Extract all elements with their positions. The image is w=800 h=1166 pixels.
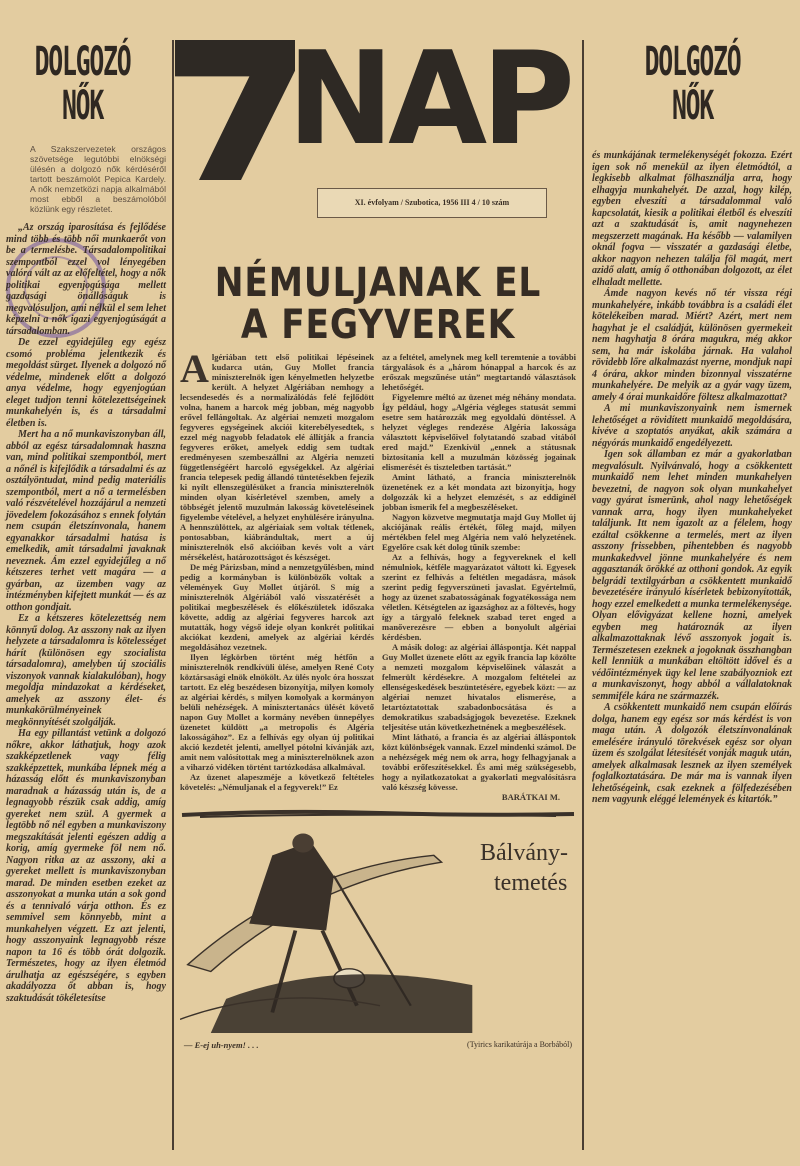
cartoon-illustration <box>180 828 480 1033</box>
paragraph: A csökkentett munkaidő nem csupán előírás dolga, hanem egy egész sor más kérdést is von maga után. A dolgozók életszínvonalának emelésére irányuló törekvések egész sor olyan üzem és szolgálat létesítését vonják maguk után, amelyek alkalmasak lesznek az ilyen személyek foglalkoztatására. De már ma is vannak ilyen lehetőségeink, csak ezeknek a fölfedezésében nem vagyunk eléggé lelemények és kitartók.” <box>592 702 792 805</box>
brush-divider <box>180 808 576 820</box>
paragraph: Nagyon közvetve megmutatja majd Guy Mollet új akciójának reális értékét, főleg majd, milyen mértékben felel meg Algéria nem való helyzetének. Egyelőre csak két dolog tűnik szembe: <box>382 512 576 552</box>
paragraph: Ilyen légkörben történt még hétfőn a miniszterelnök rendkívüli ülése, amelyen René Coty köztársasági elnök elnökölt. Az ülés nyolc óra hosszat tartott. Ez elég beszédesen bizonyítja, milyen komoly az algériai kérdés, s milyen komolyak a kormányon belüli nehézségek. A minisztertanács ülését követő napon Guy Mollet a kormány nevében ünnepélyes üzenetet küldött „a metropolis és Algéria lakosságához”. Ez a felhívás egy olyan új politikai akció kezdetét jelenti, amellyel pótolni kívánják azt, amit nem valósítottak meg a miniszterelnöknek azon a viharzó vidéken történt tartózkodása alkalmával. <box>180 652 374 772</box>
left-column-article <box>6 222 166 1004</box>
column-divider-right <box>582 40 584 1150</box>
left-column-intro: A Szakszervezetek országos szövetsége legutóbbi elnökségi ülésén a dolgozó nők kérdéséről tartott beszámolót Pepica Kardely. A nők nemzetközi napja alkalmából most ebből a beszámolóból közlünk egy részletet. <box>30 144 166 214</box>
article-column-2 <box>382 352 576 802</box>
cartoon-title <box>480 838 568 898</box>
right-column-article <box>592 150 792 806</box>
paragraph: Ámde nagyon kevés nő tér vissza régi munkahelyére, inkább továbbra is a családi élet kötelékeiben marad. Miért? Azért, mert nem hagyhat je el családját, különösen gyermekeit nem hagyhatja 8 órára magukra, még akkor sem, ha már iskolába járnak. Ha valahol rövidebb lőre alkalmazást nyerne, mondjuk napi 4 órára, akkor minden bizonnyal visszatérne munkahelyére. De melyik az a gyár vagy üzem, amely 4 órai munkaidőre föltesz alkalmazottat? <box>592 288 792 403</box>
paragraph: Ez a kétszeres kötelezettség nem könnyű dolog. Az asszony nak az ilyen helyzete a társadalomra is kötelességet hárít (különösen egy szocialista társadalomra), amelyben új szociális viszonyok vannak kialakulóban), hogy megoldja mindazokat a kérdéseket, amelyek az asszony élet- és munkakörülményeinek megkönnyítését szolgálják. <box>6 613 166 728</box>
paragraph: A másik dolog: az algériai álláspontja. Két nappal Guy Mollet üzenete előtt az egyik francia lap közölte a nemzeti mozgalom képviselőinek válaszát a felmerült kérdésekre. A mozgalom feltételei az ellenségeskedések beszüntetésére, egyebek közt: — az algériai nemzet hivatalos elismerése, a letartóztatottak szabadonbocsátása és a demokratikus szabadságjogok bevezetése. Ezeknek teljesítése után következhetnének a megbeszélések. <box>382 642 576 732</box>
headline <box>206 262 550 346</box>
column-divider-left <box>172 40 174 1150</box>
paragraph: Az a felhívás, hogy a fegyvereknek el kell némulniok, kétféle magyarázatot váltott ki. Egyesek szerint ez felhívás a feltétlen megadásra, mások szerint pedig fegyverszüneti javaslat. Egyértelmű, hogy az üzenet szabatosságának fogyatékossága nem véletlen. Kétségtelen az igazsághoz az a föltevés, hogy így a tárgyaló feleknek szabad teret enged a manőverezésre — ebben a bonyolult algériai kérdésben. <box>382 552 576 642</box>
masthead-logo-seven <box>175 40 295 180</box>
issue-info: XI. évfolyam / Szubotica, 1956 III 4 / 10 szám <box>317 188 547 218</box>
article-body <box>180 346 576 802</box>
paragraph: az a feltétel, amelynek meg kell teremtenie a további tárgyalások és a „három hónappal a harcok és az erőszak megszűnése után” megtartandó választások lehetőségét. <box>382 352 576 392</box>
right-column-heading: DOLGOZÓ NŐK <box>644 39 741 129</box>
paragraph: Ha egy pillantást vetünk a dolgozó nőkre, akkor láthatjuk, hogy azok szakképzetlenek vagy félig szakképzettek, munkába lépnek még a házasság előtt és munkaviszonyban maradnak a házasság után is, de a legnagyobb részük csak addig, amíg gyereket nem szül. A gyermek a legtöbb nő nél egyben a munkaviszony megszakítását jelenti egészen addig a korig, amíg gyermeke föl nem nő. Nagyon ritka az az asszony, aki a gyereket mellett is munkaviszonyban marad. De minden esetben ezeket az asszonyokat a munka után a sok gond és a tennivaló várja otthon. És ez semmivel sem könnyebb, mint a munkahelyen végzett. Ez azt jelenti, hogy asszonyaink legnagyobb része napon ta 16 és több órát dolgozik. Természetes, hogy az ilyen életmód árulhatja az egészségére, s egyben akadályozza őt abban is, hogy szaktudását tökéletesítse <box>6 728 166 1004</box>
cartoon-caption: — E-ej uh-nyem! . . . <box>184 1040 259 1050</box>
center-section <box>180 346 576 1058</box>
cartoon-title-line-2: temetés <box>494 870 568 896</box>
masthead <box>175 25 575 220</box>
paragraph: Mert ha a nő munkaviszonyban áll, abból az egész társadalomnak haszna van, mind politikai szempontból, mert a nőnél is kifejlődik a társadalmi és az osztályöntudat, mind pedig materiális szempontból, mert a nő a termelésben való részvételével hozzájárul a nemzeti jövedelem fokozásához s ennek folytán nem csupán életszínvonala, hanem egyanakkor társadalmi hatása is emelkedik, amit társadalmi javaknak neveznek. Ám ezzel egyidejűleg a nő kétszeres terhet vett magára — a gyárban, az üzemben vagy az intézményben kifejtett munkát — és az otthon gondjait. <box>6 429 166 613</box>
paragraph: De ezzel egyidejűleg egy egész csomó probléma jelentkezik és megoldást sürget. Ilyenek a dolgozó nő védelme, mindenek előtt a dolgozó anya védelme, hogy egyenjogúan eleget tudjon tenni kötelezettségeinek munkahelyén is, és a társadalmi életben is. <box>6 337 167 429</box>
paragraph: és munkájának termelékenységét fokozza. Ezért igen sok nő menekül az ilyen életmódtól, a legkisebb alkalmat fölhasználja arra, hogy elhagyja munkahelyét. De azzal, hogy kilép, egyben elveszíti a társadalommal való kapcsolatát, kiesik a politikai életből és elveszíti azt a szaktudását is, amit nagynehezen megszerzett magának. Ha később — valamilyen oknál fogva — visszatér a gazdasági életbe, akkor nagyon nehezen találja föl magát, mert azidő alatt, amíg ő otthonában dolgozott, az élet elhaladt mellette. <box>592 150 792 288</box>
headline-line-1: NÉMULJANAK EL <box>214 260 542 306</box>
paragraph: Az üzenet alapeszméje a következő feltételes követelés: „Némuljanak el a fegyverek!” Ez <box>180 772 374 792</box>
article-column-1 <box>180 346 374 802</box>
paragraph: Figyelemre méltó az üzenet még néhány mondata. Így például, hogy „Algéria végleges statusát semmi esetre sem határozzák meg egyoldalú döntéssel. A helyzet végleges rendezése Algéria lakossága választott képviselőivel folytatandó szabad vitából ered majd.” Ezenkívül „ennek a státusnak biztosítania kell a muzulmán közösség jogainak elismerését és tiszteletben tartását.” <box>382 392 576 472</box>
article-signature: BARÁTKAI M. <box>501 792 560 802</box>
masthead-logo: NAP <box>287 25 569 174</box>
paragraph: A mi munkaviszonyaink nem ismernek lehetőséget a rövidített munkaidő megoldására, kivéve a szoptatós anyákat, akik számára a négyórás munkaidő engedélyezett. <box>592 403 792 449</box>
left-column-heading: DOLGOZÓ NŐK <box>34 39 131 129</box>
headline-line-2: A FEGYVEREK <box>240 302 516 348</box>
drop-cap: A <box>180 346 209 391</box>
paragraph: Amint látható, a francia miniszterelnök üzenetének ez a két mondata azt bizonyítja, hogy dolgozzák ki a helyzet elemzését, s az eddiginél jobban ismerik fel a megbeszéléseket. <box>382 472 576 512</box>
cartoon-credit: (Tyirics karikatúrája a Borbából) <box>467 1040 572 1049</box>
paragraph: lgériában tett első politikai lépéseinek kudarca után, Guy Mollet francia miniszterelnök igen kényelmetlen helyzetbe került. A helyzet Algériában nemhogy a lecsendesedés és a normalizálódás felé fejlődött volna, hanem a harcok még jobban, még nagyobb erővel fellángoltak. Az algériai nemzeti mozgalom fegyveres egységeinek akciói kiterebélyesedtek, s ezzel még nagyobb feladatok elé állítják a francia fegyveres erőket, amelyek eddig sem tudtak eredményesen szembeszállni az Algéria nemzeti függetlenségéért harcoló egységekkel. Az algériai francia telepesek pedig állandó tüntetésekben fejezik ki nyílt ellenszegülésüket a francia miniszterelnök minden olyan kísérletével szemben, amely a többségét jelentő muzulmán lakosság követeléseinek figyelembe vételével, a helyzet enyhülésére irányulna. A hennszülöttek, az algériaiak sem voltak tétlenek, pontosabban, kiábrándultak, mert a új miniszterelnök első akcióiban kevés volt a várt mérsékelést, határozottságot és készséget. <box>180 352 374 562</box>
paragraph: Igen sok államban ez már a gyakorlatban megvalósult. Nyilvánvaló, hogy a csökkentett munkaidő nem lehet minden munkahelyen bevezetni, de nagyon sok olyan munkahelyet vagy gyárat ismerünk, ahol nagy lehetőségek vannak arra, hogy ilyen munkahelyeket találjunk. Itt nem igazolt az a félelem, hogy ezáltal csökkenne a termelés, mert az ilyen asszony frissebben, pihentebben és nagyobb munkakedvvel jönne munkahelyére és nem aggasztanák örökké az otthoni gondok. Az egyik belgrádi textilgyárban a csökkentett munkaidő bevezetésére irányuló kísérletek bebizonyították, hogy ezzel emelkedett a munka termelékenysége. Olyan elővigyázat kellene hozni, amelyek egyben meg határoznák az ilyen alkalmazottaknak lévő asszonyok jogait is. Természetesen ezeknek a jogoknak összhangban kell lenniük a munkában eltöltött idővel és a védőintézmények ügy kel lene szabályozniok ezt a munkaviszonyt, hogy abból a vállalatoknak semmiféle kára ne származzék. <box>592 449 792 702</box>
cartoon-title-line-1: Bálvány- <box>480 840 568 866</box>
paragraph: De még Párizsban, mind a nemzetgyűlésben, mind pedig a kormányban is különbözők voltak a vélemények Guy Mollet útjáról. S míg a miniszterelnök Algériából való visszatérését a politikai megbeszélések és előkészületek időszaka követte, addig az algériai fegyveres harcok azt mutatták, hogy végső ideje olyan konkrét politikai akciókat kezdeni, amelyek az algériai kérdés megoldásához vezetnek. <box>180 562 374 652</box>
cartoon <box>180 828 576 1058</box>
cartoon-caption-row <box>184 1040 572 1050</box>
paragraph: „Az ország iparosítása és fejlődése mind több és több női munkaerőt von be a termelésbe. Társadalompolitikai szempontból ezzel vol lényegében valóra vált az az előfeltétel, hogy a nők politikai egyenjogúsága mellett gazdasági önállóságuk is megvalósuljon, ami nélkül el sem lehet képzelni a nők igazi egyenjogúságát a társadalomban. <box>6 222 166 337</box>
paragraph: Mint látható, a francia és az algériai álláspontok közt különbségek vannak. Ezzel mindenki számol. De a nehézségek még nem ok arra, hogy felhagyjanak a további erőfeszítésekkel. És ami még szükségesebb, hogy a nyilatkozatokat a gyakorlati megvalósításra való készség kövesse. <box>382 732 576 792</box>
